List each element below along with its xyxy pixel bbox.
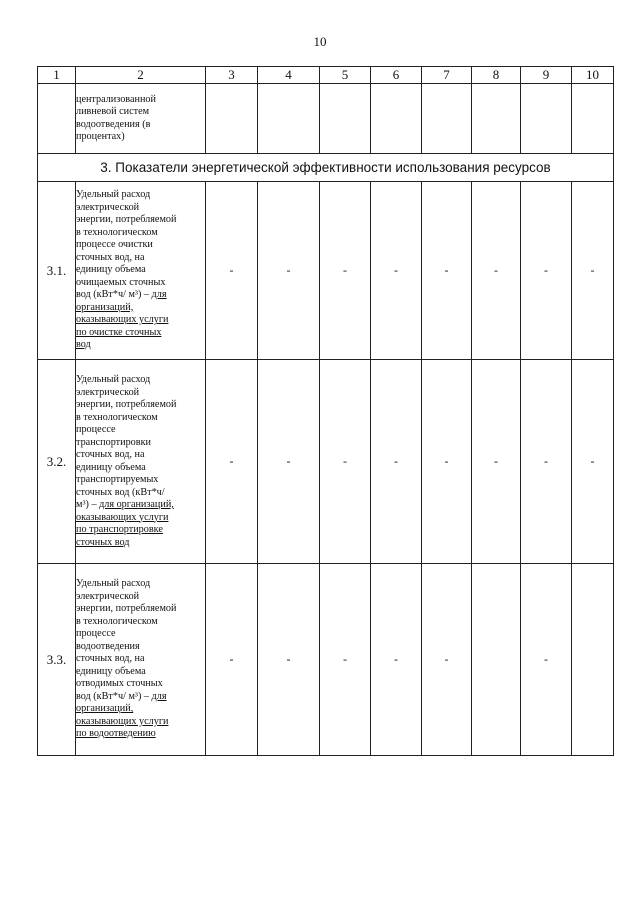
description-line (76, 474, 205, 487)
description-line (76, 728, 205, 741)
description-text: Удельный расход (76, 374, 151, 385)
description-text: оказывающих услуги (76, 511, 169, 523)
description-text: электрической (76, 201, 140, 213)
description-line (76, 437, 205, 450)
description-line: водоотведения (в (76, 118, 151, 130)
description-line (76, 277, 205, 290)
section-row (38, 154, 614, 182)
description-text: по транспортировке (76, 524, 163, 535)
empty-cell (572, 84, 614, 154)
description-line (76, 691, 205, 704)
description-text: единицу объема (76, 264, 146, 276)
description-line (76, 289, 205, 302)
description-text: единицу объема (76, 665, 146, 677)
value-cell: - (258, 564, 320, 756)
value-cell: - (320, 182, 371, 360)
indicator-description (76, 360, 206, 564)
column-header-8: 8 (472, 67, 521, 84)
description-line (76, 462, 205, 475)
description-line (76, 189, 205, 202)
description-text: сточных вод (76, 536, 130, 548)
description-underlined-tail: для (151, 690, 167, 702)
description-text: в технологическом (76, 615, 158, 627)
description-line (76, 214, 205, 227)
description-text: энергии, потребляемой (76, 399, 177, 410)
description-line (76, 424, 205, 437)
description-line (76, 449, 205, 462)
value-cell: - (258, 182, 320, 360)
value-cell: - (521, 182, 572, 360)
description-line (76, 339, 205, 352)
description-line: ливневой систем (76, 106, 150, 117)
table-body (38, 67, 614, 756)
description-text: процессе (76, 628, 116, 640)
description-text: вод (кВт*ч/ м³) – (76, 690, 152, 702)
description-text: электрической (76, 386, 140, 398)
value-cell: - (422, 182, 472, 360)
description-text: единицу объема (76, 461, 146, 473)
column-header-3: 3 (206, 67, 258, 84)
indicator-description (76, 182, 206, 360)
description-line (76, 314, 205, 327)
value-cell: - (521, 360, 572, 564)
description-line (76, 666, 205, 679)
description-text: организаций, (76, 703, 134, 715)
description-line (76, 703, 205, 716)
description-text: м³) – (76, 499, 100, 510)
empty-cell (371, 84, 422, 154)
value-cell: - (572, 360, 614, 564)
header-row (38, 67, 614, 84)
description-line (76, 616, 205, 629)
description-line (76, 264, 205, 277)
column-header-9: 9 (521, 67, 572, 84)
page-number: 10 (313, 34, 327, 49)
description-line (76, 399, 205, 412)
description-line (76, 499, 205, 512)
row-number: 3.2. (38, 360, 76, 564)
empty-cell (206, 84, 258, 154)
description-line (76, 412, 205, 425)
description-text: очищаемых сточных (76, 276, 166, 288)
description-text: энергии, потребляемой (76, 603, 177, 615)
value-cell: - (521, 564, 572, 756)
description-line: централизованной (76, 93, 156, 105)
value-cell: - (320, 564, 371, 756)
description-line (76, 512, 205, 525)
column-header-1: 1 (38, 67, 76, 84)
value-cell: - (422, 564, 472, 756)
description-line (76, 578, 205, 591)
description-text: сточных вод, на (76, 653, 145, 665)
description-text: электрической (76, 590, 140, 602)
description-text: сточных вод, на (76, 449, 145, 460)
description-text: сточных вод (кВт*ч/ (76, 486, 165, 498)
description-text: Удельный расход (76, 578, 151, 590)
value-cell: - (258, 360, 320, 564)
column-header-6: 6 (371, 67, 422, 84)
value-cell: - (371, 564, 422, 756)
description-line (76, 327, 205, 340)
description-line (76, 239, 205, 252)
indicator-description (76, 564, 206, 756)
empty-cell (320, 84, 371, 154)
column-header-7: 7 (422, 67, 472, 84)
empty-cell (258, 84, 320, 154)
description-line (76, 387, 205, 400)
continued-description (76, 84, 206, 154)
description-line (76, 628, 205, 641)
description-line (76, 227, 205, 240)
description-line (76, 537, 205, 550)
description-text: вод (кВт*ч/ м³) – (76, 289, 152, 301)
description-text: в технологическом (76, 226, 158, 238)
row-number: 3.3. (38, 564, 76, 756)
description-line (76, 641, 205, 654)
description-text: Удельный расход (76, 189, 151, 201)
value-cell: - (371, 360, 422, 564)
description-text: по очистке сточных (76, 326, 162, 338)
description-text: водоотведения (76, 640, 140, 652)
value-cell: - (472, 360, 521, 564)
column-header-10: 10 (572, 67, 614, 84)
continued-num-cell (38, 84, 76, 154)
description-line (76, 524, 205, 537)
empty-cell (472, 84, 521, 154)
description-text: сточных вод, на (76, 251, 145, 263)
value-cell: - (422, 360, 472, 564)
value-cell: - (572, 182, 614, 360)
description-line (76, 252, 205, 265)
description-text: процессе (76, 424, 116, 435)
description-line (76, 716, 205, 729)
description-text: процессе очистки (76, 239, 153, 251)
description-line (76, 603, 205, 616)
column-header-4: 4 (258, 67, 320, 84)
value-cell: - (206, 360, 258, 564)
value-cell: - (206, 564, 258, 756)
description-text: отводимых сточных (76, 678, 163, 690)
description-text: оказывающих услуги (76, 314, 169, 326)
description-line (76, 487, 205, 500)
description-line (76, 678, 205, 691)
description-line (76, 374, 205, 387)
value-cell: - (206, 182, 258, 360)
empty-cell (521, 84, 572, 154)
row-number: 3.1. (38, 182, 76, 360)
description-line (76, 591, 205, 604)
description-line (76, 202, 205, 215)
table-row (38, 564, 614, 756)
column-header-5: 5 (320, 67, 371, 84)
description-text: транспортируемых (76, 474, 159, 485)
value-cell: - (371, 182, 422, 360)
description-line (76, 302, 205, 315)
continued-row (38, 84, 614, 154)
description-text: энергии, потребляемой (76, 214, 177, 226)
description-text: оказывающих услуги (76, 715, 169, 727)
section-title: 3. Показатели энергетической эффективности использования ресурсов (38, 154, 614, 182)
description-text: транспортировки (76, 436, 151, 448)
table-row (38, 360, 614, 564)
column-header-2: 2 (76, 67, 206, 84)
description-text: организаций, (76, 301, 134, 313)
description-line: процентах) (76, 131, 125, 142)
table-row (38, 182, 614, 360)
description-text: в технологическом (76, 411, 158, 423)
indicators-table (37, 66, 614, 756)
value-cell (472, 564, 521, 756)
value-cell: - (472, 182, 521, 360)
empty-cell (422, 84, 472, 154)
value-cell: - (320, 360, 371, 564)
value-cell (572, 564, 614, 756)
description-underlined-tail: для организаций, (99, 499, 174, 510)
description-text: по водоотведению (76, 728, 156, 740)
description-underlined-tail: для (151, 289, 167, 301)
description-text: вод (76, 339, 91, 351)
description-line (76, 653, 205, 666)
